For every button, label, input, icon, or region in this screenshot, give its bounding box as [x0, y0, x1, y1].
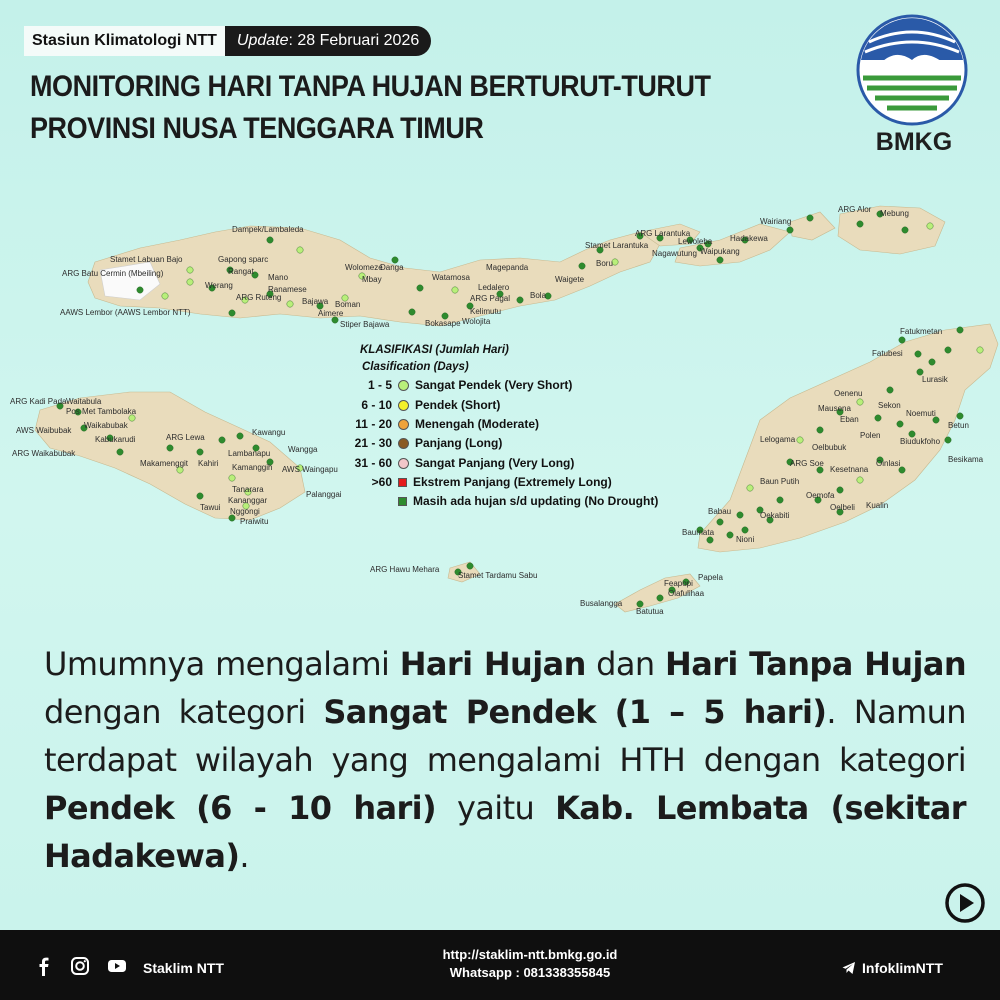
- label-hadakewa: Hadakewa: [730, 234, 768, 243]
- summary-text: [44, 640, 966, 880]
- station-dot: [857, 399, 863, 405]
- station-dot: [467, 563, 473, 569]
- summary-part: .: [239, 837, 249, 875]
- legend-swatch: [398, 419, 409, 430]
- label-stamet-larantuka: Stamet Larantuka: [585, 241, 649, 250]
- label-mano: Mano: [268, 273, 289, 282]
- station-dot: [887, 387, 893, 393]
- legend-subheading: Clasification (Days): [362, 361, 469, 373]
- label-fatubesi: Fatubesi: [872, 349, 903, 358]
- label-olafulihaa: Olafulihaa: [668, 589, 705, 598]
- label-wairiang: Wairiang: [760, 217, 792, 226]
- label-papela: Papela: [698, 573, 723, 582]
- station-dot: [945, 437, 951, 443]
- social-handle[interactable]: Staklim NTT: [143, 960, 224, 976]
- label-nagawutung: Nagawutung: [652, 249, 697, 258]
- label-labuan-bajo: Stamet Labuan Bajo: [110, 255, 183, 264]
- label-waingapu: AWS Waingapu: [282, 465, 338, 474]
- label-stiper-bajawa: Stiper Bajawa: [340, 320, 390, 329]
- summary-part: dengan kategori: [44, 693, 324, 731]
- telegram-handle[interactable]: InfoklimNTT: [862, 960, 943, 976]
- label-mausena: Mausena: [818, 404, 851, 413]
- station-dot: [717, 257, 723, 263]
- label-ledalero: Ledalero: [478, 283, 510, 292]
- summary-bold: Hari Tanpa Hujan: [665, 645, 966, 683]
- station-dot: [875, 415, 881, 421]
- label-makamenggit: Makamenggit: [140, 459, 189, 468]
- label-waipukang: Waipukang: [700, 247, 740, 256]
- summary-bold: Sangat Pendek (1 – 5 hari): [323, 693, 827, 731]
- label-lewoleba: Lewoleba: [678, 237, 713, 246]
- label-lambanapu: Lambanapu: [228, 449, 271, 458]
- station-dot: [229, 475, 235, 481]
- label-oekabiti: Oekabiti: [760, 511, 790, 520]
- station-dot: [777, 497, 783, 503]
- legend-item: [330, 434, 502, 452]
- summary-part: dan: [585, 645, 666, 683]
- facebook-icon[interactable]: [34, 956, 54, 976]
- legend-swatch: [398, 497, 407, 506]
- label-arg-larantuka: ARG Larantuka: [635, 229, 691, 238]
- label-oelbubuk: Oelbubuk: [812, 443, 847, 452]
- legend-label: Pendek (Short): [415, 398, 501, 412]
- legend-label: Menengah (Moderate): [415, 417, 540, 431]
- station-dot: [742, 527, 748, 533]
- label-kualin: Kualin: [866, 501, 889, 510]
- station-dot: [267, 237, 273, 243]
- label-biudukfoho: Biudukfoho: [900, 437, 941, 446]
- contact-info: [420, 946, 640, 982]
- legend-range: 11 - 20: [355, 417, 392, 431]
- label-dampek: Dampek/Lambaleda: [232, 225, 304, 234]
- station-dot: [747, 485, 753, 491]
- whatsapp-number[interactable]: Whatsapp : 081338355845: [449, 965, 611, 980]
- label-wolojita: Wolojita: [462, 317, 491, 326]
- legend-label: Ekstrem Panjang (Extremely Long): [413, 475, 612, 489]
- label-nioni: Nioni: [736, 535, 755, 544]
- legend-item: [330, 454, 574, 472]
- station-dot: [657, 595, 663, 601]
- summary-bold: Pendek (6 - 10 hari): [44, 789, 437, 827]
- legend-label: Masih ada hujan s/d updating (No Drought): [413, 494, 659, 508]
- label-oemofa: Oemofa: [806, 491, 835, 500]
- label-aimere: Aimere: [318, 309, 344, 318]
- legend-swatch: [398, 380, 409, 391]
- label-arg-batu-cermin: ARG Batu Cermin (Mbeiling): [62, 269, 164, 278]
- label-kelimutu: Kelimutu: [470, 307, 502, 316]
- station-dot: [902, 227, 908, 233]
- summary-part: yaitu: [436, 789, 556, 827]
- legend-item: [330, 376, 572, 394]
- legend-item: [330, 396, 500, 414]
- summary-bold: Hari Hujan: [399, 645, 586, 683]
- label-oelbeli: Oelbeli: [830, 503, 855, 512]
- label-feapopi: Feapopi: [664, 579, 693, 588]
- legend-swatch: [398, 458, 409, 469]
- station-dot: [237, 433, 243, 439]
- telegram-icon[interactable]: [842, 961, 856, 975]
- label-fatukmetan: Fatukmetan: [900, 327, 943, 336]
- website-link[interactable]: http://staklim-ntt.bmkg.go.id: [442, 947, 618, 962]
- label-arg-kadi: ARG Kadi Pada: [10, 397, 67, 406]
- legend-item: [330, 492, 658, 510]
- youtube-icon[interactable]: [107, 956, 127, 976]
- label-lelogama: Lelogama: [760, 435, 796, 444]
- legend-range: >60: [371, 475, 392, 489]
- station-dot: [837, 487, 843, 493]
- label-bokasape: Bokasape: [425, 319, 461, 328]
- label-mebung: Mebung: [880, 209, 909, 218]
- legend-range: 31 - 60: [354, 456, 392, 470]
- label-oinlasi: Oinlasi: [876, 459, 901, 468]
- station-dot: [517, 297, 523, 303]
- label-palanggai: Palanggai: [306, 490, 342, 499]
- label-arg-waikabubak: ARG Waikabubak: [12, 449, 76, 458]
- station-dot: [857, 477, 863, 483]
- label-tanarara: Tanarara: [232, 485, 264, 494]
- station-dot: [187, 279, 193, 285]
- station-dot: [797, 437, 803, 443]
- legend-item: [330, 415, 539, 433]
- update-date-value: : 28 Februari 2026: [288, 32, 420, 49]
- label-stamet-sabu: Stamet Tardamu Sabu: [458, 571, 538, 580]
- label-betun: Betun: [948, 421, 969, 430]
- legend-heading: KLASIFIKASI (Jumlah Hari): [360, 344, 509, 356]
- legend-swatch: [398, 438, 409, 449]
- label-ngongi: Nggongi: [230, 507, 260, 516]
- station-dot: [899, 337, 905, 343]
- label-bola: Bola: [530, 291, 547, 300]
- label-busalangga: Busalangga: [580, 599, 623, 608]
- label-wolomeze: Wolomeze: [345, 263, 383, 272]
- station-dot: [857, 221, 863, 227]
- station-dot: [117, 449, 123, 455]
- legend-range: 6 - 10: [361, 398, 392, 412]
- update-stamp: [24, 26, 431, 56]
- label-eban: Eban: [840, 415, 859, 424]
- play-icon[interactable]: [944, 882, 986, 924]
- station-dot: [957, 327, 963, 333]
- label-werang: Werang: [205, 281, 233, 290]
- label-arg-alor: ARG Alor: [838, 205, 872, 214]
- instagram-icon[interactable]: [70, 956, 90, 976]
- label-kawangu: Kawangu: [252, 428, 286, 437]
- update-label: Update: [236, 32, 289, 49]
- summary-bold: Kab. Lembata (sekitar Hadakewa): [44, 789, 966, 875]
- label-waikabubak: Waikabubak: [84, 421, 128, 430]
- legend-item: [330, 473, 612, 491]
- label-arg-soe: ARG Soe: [790, 459, 824, 468]
- label-danga: Danga: [380, 263, 404, 272]
- station-dot: [417, 285, 423, 291]
- station-dot: [219, 437, 225, 443]
- label-waigete: Waigete: [555, 275, 585, 284]
- label-aaws-lembor: AAWS Lembor (AAWS Lembor NTT): [60, 308, 191, 317]
- label-pos-met: Pos Met Tambolaka: [66, 407, 137, 416]
- footer-bar: [0, 930, 1000, 1000]
- label-ranamese: Ranamese: [268, 285, 307, 294]
- label-batutua: Batutua: [636, 607, 664, 616]
- label-lurasik: Lurasik: [922, 375, 948, 384]
- legend-swatch: [398, 400, 409, 411]
- label-arg-pagal: ARG Pagal: [470, 294, 511, 303]
- station-dot: [229, 310, 235, 316]
- station-dot: [945, 347, 951, 353]
- station-dot: [977, 347, 983, 353]
- station-dot: [817, 427, 823, 433]
- legend-range: 1 - 5: [367, 378, 392, 392]
- label-polen: Polen: [860, 431, 881, 440]
- station-dot: [717, 519, 723, 525]
- station-dot: [297, 247, 303, 253]
- label-magepanda: Magepanda: [486, 263, 529, 272]
- label-kabukarudi: Kabukarudi: [95, 435, 136, 444]
- title-line-1: MONITORING HARI TANPA HUJAN BERTURUT-TURUT: [30, 70, 711, 103]
- label-oenenu: Oenenu: [834, 389, 863, 398]
- legend-range: 21 - 30: [354, 436, 392, 450]
- station-dot: [162, 293, 168, 299]
- label-wangga: Wangga: [288, 445, 318, 454]
- station-dot: [927, 223, 933, 229]
- label-arg-hawu: ARG Hawu Mehara: [370, 565, 440, 574]
- label-boman: Boman: [335, 300, 361, 309]
- legend-label: Sangat Panjang (Very Long): [415, 456, 575, 470]
- station-dot: [197, 449, 203, 455]
- station-dot: [452, 287, 458, 293]
- station-dot: [707, 537, 713, 543]
- label-waitabula: Waitabula: [66, 397, 102, 406]
- update-date: [225, 26, 431, 56]
- label-mbay: Mbay: [362, 275, 382, 284]
- label-arg-ruteng: ARG Ruteng: [236, 293, 282, 302]
- station-dot: [167, 445, 173, 451]
- summary-part: . Namun terdapat wilayah yang mengalami HTH dengan kategori: [44, 693, 966, 779]
- station-dot: [787, 227, 793, 233]
- label-boru: Boru: [596, 259, 613, 268]
- station-dot: [957, 413, 963, 419]
- station-dot: [929, 359, 935, 365]
- station-dot: [915, 351, 921, 357]
- label-praiwitu: Praiwitu: [240, 517, 269, 526]
- label-tawui: Tawui: [200, 503, 221, 512]
- label-gapong: Gapong sparc: [218, 255, 269, 264]
- station-dot: [579, 263, 585, 269]
- title-line-2: PROVINSI NUSA TENGGARA TIMUR: [30, 112, 484, 145]
- label-aws-waibubak: AWS Waibubak: [16, 426, 72, 435]
- legend-label: Panjang (Long): [415, 436, 503, 450]
- legend-swatch: [398, 478, 407, 487]
- label-sekon: Sekon: [878, 401, 901, 410]
- station-dot: [137, 287, 143, 293]
- label-arg-lewa: ARG Lewa: [166, 433, 205, 442]
- station-dot: [727, 532, 733, 538]
- label-baumata: Baumata: [682, 528, 715, 537]
- station-dot: [197, 493, 203, 499]
- station-name: Stasiun Klimatologi NTT: [24, 26, 225, 56]
- label-kamanggih: Kamanggih: [232, 463, 273, 472]
- label-kesetnana: Kesetnana: [830, 465, 869, 474]
- label-watamosa: Watamosa: [432, 273, 470, 282]
- station-dot: [287, 301, 293, 307]
- station-dot: [897, 421, 903, 427]
- label-baun-putih: Baun Putih: [760, 477, 800, 486]
- label-bajawa: Bajawa: [302, 297, 329, 306]
- label-rangat: Rangat: [228, 267, 254, 276]
- label-kananggar: Kananggar: [228, 496, 268, 505]
- label-kahiri: Kahiri: [198, 459, 219, 468]
- station-dot: [737, 512, 743, 518]
- station-dot: [807, 215, 813, 221]
- island-timor: [698, 324, 998, 552]
- summary-part: Umumnya mengalami: [44, 645, 400, 683]
- bmkg-logo-text: BMKG: [875, 128, 953, 156]
- station-dot: [187, 267, 193, 273]
- label-babau: Babau: [708, 507, 732, 516]
- label-besikama: Besikama: [948, 455, 984, 464]
- label-noemuti: Noemuti: [906, 409, 936, 418]
- legend-label: Sangat Pendek (Very Short): [415, 378, 573, 392]
- station-dot: [409, 309, 415, 315]
